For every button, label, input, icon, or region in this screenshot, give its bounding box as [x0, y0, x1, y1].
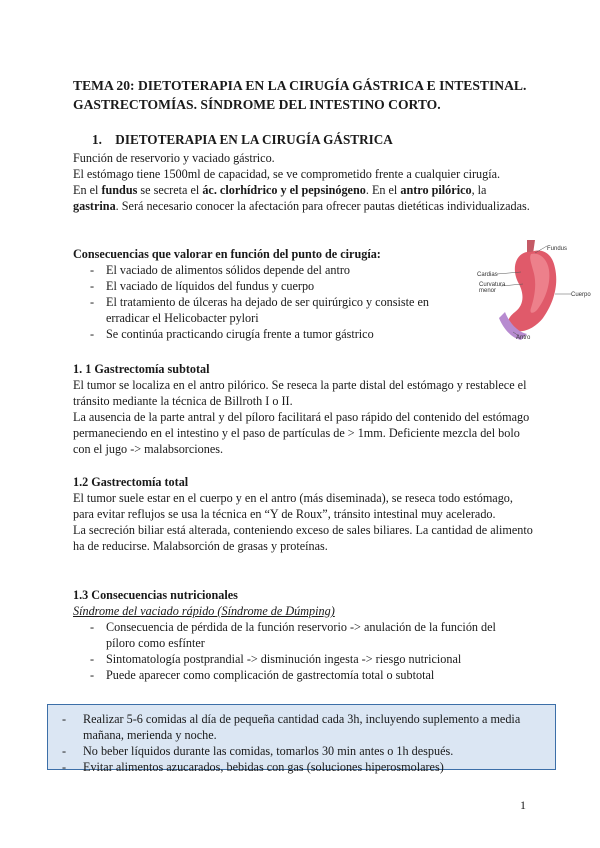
recommendations-box	[47, 704, 556, 774]
list-item: - El vaciado de alimentos sólidos depende del antro	[90, 263, 351, 277]
label-fundus: Fundus	[547, 246, 568, 252]
intro-line-1: Función de reservorio y vaciado gástrico.	[73, 151, 275, 165]
section-1-3	[73, 587, 533, 619]
section-1-heading	[92, 132, 393, 148]
dumping-list	[73, 619, 523, 683]
list-item: - El vaciado de líquidos del fundus y cuerpo	[90, 279, 315, 293]
intro-line-2: El estómago tiene 1500ml de capacidad, se ve comprometido frente a cualquier cirugía.	[73, 167, 501, 181]
subtotal-text: El tumor se localiza en el antro pilórico. Se reseca la parte distal del estómago y restablece el tránsito mediante la técnica de Billroth I o II.	[73, 378, 527, 408]
label-cardias: Cardias	[477, 272, 498, 278]
total-text-2: La secreción biliar está alterada, conteniendo exceso de sales biliares. La cantidad de alimento ha de reducirse. Malabsorción de grasas y proteínas.	[73, 523, 533, 553]
label-cuerpo: Cuerpo	[571, 292, 591, 298]
label-antro: Antro	[516, 335, 531, 341]
dumping-subheading: Síndrome del vaciado rápido (Síndrome de Dúmping)	[73, 604, 335, 618]
section-1-2	[73, 474, 533, 554]
total-text: El tumor suele estar en el cuerpo y en el antro (más diseminada), se reseca todo estómago, para evitar reflujos se usa la técnica en “Y de Roux”, tránsito intestinal muy acelerado.	[73, 491, 513, 521]
list-item: - El tratamiento de úlceras ha dejado de ser quirúrgico y consiste en erradicar el Helicobacter pylori	[90, 295, 429, 325]
total-heading: 1.2 Gastrectomía total	[73, 475, 189, 489]
label-curvatura: Curvatura menor	[479, 282, 506, 294]
term-antro: antro pilórico	[400, 183, 472, 197]
term-fundus: fundus	[101, 183, 138, 197]
term-acid: ác. clorhídrico y el pepsinógeno	[202, 183, 366, 197]
section-1-number: 1.	[92, 132, 102, 147]
section-1-title: DIETOTERAPIA EN LA CIRUGÍA GÁSTRICA	[115, 132, 393, 147]
list-item: - Consecuencia de pérdida de la función reservorio -> anulación de la función del píloro como esfínter	[90, 620, 496, 650]
term-gastrina: gastrina	[73, 199, 116, 213]
nutritional-heading: 1.3 Consecuencias nutricionales	[73, 588, 238, 602]
section-1-intro	[73, 150, 533, 214]
consequences-heading: Consecuencias que valorar en función del punto de cirugía:	[73, 247, 381, 261]
stomach-diagram	[475, 240, 600, 350]
list-item: - Se continúa practicando cirugía frente a tumor gástrico	[90, 327, 374, 341]
subtotal-text-2: La ausencia de la parte antral y del píloro facilitará el paso rápido del contenido del estómago permaneciendo en el intestino y el paso de partículas de > 1mm. Deficiente mezcla del bolo con el jugo -> malabsorciones.	[73, 410, 530, 456]
list-item: - Evitar alimentos azucarados, bebidas con gas (soluciones hiperosmolares)	[62, 760, 444, 774]
section-1-1	[73, 361, 533, 457]
page-number: 1	[520, 798, 526, 812]
list-item: - No beber líquidos durante las comidas, tomarlos 30 min antes o 1h después.	[62, 744, 454, 758]
document-title: TEMA 20: DIETOTERAPIA EN LA CIRUGÍA GÁSTRICA E INTESTINAL. GASTRECTOMÍAS. SÍNDROME DEL INTESTINO CORTO.	[73, 78, 527, 112]
subtotal-heading: 1. 1 Gastrectomía subtotal	[73, 362, 210, 376]
intro-paragraph-3: En el fundus se secreta el ác. clorhídrico y el pepsinógeno. En el antro pilórico, la gastrina. Será necesario conocer la afectación para ofrecer pautas dietéticas individualizadas.	[73, 183, 530, 213]
consequences-list	[73, 262, 463, 342]
list-item: - Realizar 5-6 comidas al día de pequeña cantidad cada 3h, incluyendo suplemento a media mañana, merienda y noche.	[62, 712, 521, 742]
list-item: - Sintomatología postprandial -> disminución ingesta -> riesgo nutricional	[90, 652, 462, 666]
list-item: - Puede aparecer como complicación de gastrectomía total o subtotal	[90, 668, 435, 682]
